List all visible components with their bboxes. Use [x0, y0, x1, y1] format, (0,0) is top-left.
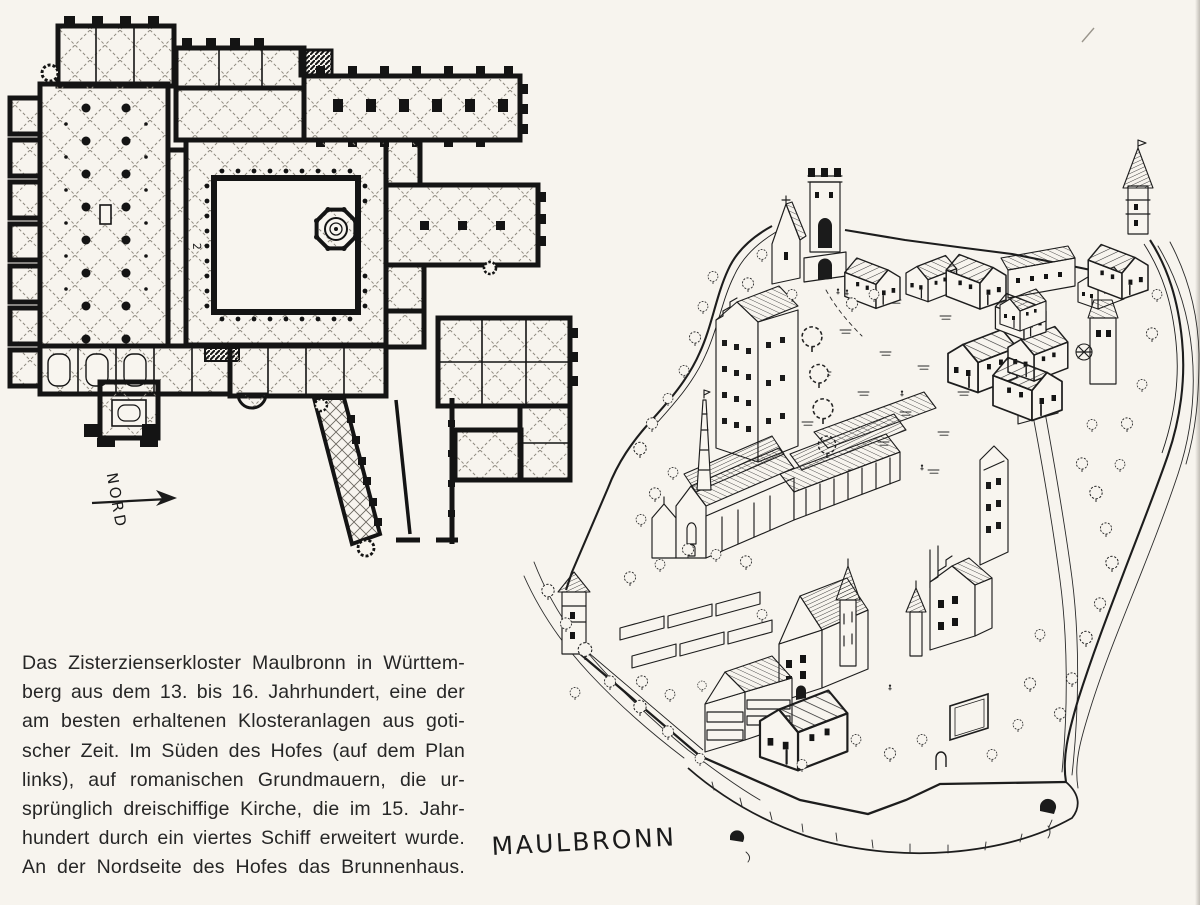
scan-edge-shadow [1195, 0, 1200, 905]
chapel-apse [238, 394, 266, 408]
mill-house [1076, 300, 1118, 384]
room-number: 2 [190, 242, 204, 251]
north-arrow [92, 471, 177, 530]
gate-tower [804, 168, 846, 282]
caption-line: am besten erhaltenen Klosteranlagen aus goti- [22, 710, 465, 733]
gate-chapel [772, 196, 806, 284]
side-chapels [10, 98, 40, 386]
floor-plan-figure [10, 16, 578, 556]
maulbronn-label: MAULBRONN [490, 822, 678, 861]
storehouse [716, 286, 798, 462]
birdseye-figure [491, 28, 1199, 862]
caption-line: sprünglich dreischiffige Kirche, die im 15. Jahr- [22, 798, 465, 821]
trees [542, 249, 1162, 772]
chapel-tower [840, 600, 856, 666]
caption-line: Das Zisterzienserkloster Maulbronn in Württem- [22, 652, 465, 674]
caption-line: scher Zeit. Im Süden des Hofes (auf dem Plan [22, 739, 465, 762]
pencil-mark [1082, 28, 1094, 42]
stair-turret-icon [42, 65, 58, 81]
east-gable [980, 446, 1008, 565]
caption-line: berg aus dem 13. bis 16. Jahrhundert, eine der [22, 681, 465, 704]
cloister-ranges [780, 392, 1008, 588]
caption [22, 649, 465, 883]
caption-line: hundert durch ein viertes Schiff erweitert wurde. [22, 827, 465, 850]
round-tower [1123, 140, 1153, 234]
caption-line: An der Nordseite des Hofes das Brunnenhaus. [22, 856, 465, 879]
stepped-gable-house [906, 556, 992, 656]
north-label: NORD [102, 471, 131, 531]
pulpit-mark [100, 205, 111, 224]
caption-line: links), auf romanischen Grundmauern, die ur- [22, 768, 465, 791]
